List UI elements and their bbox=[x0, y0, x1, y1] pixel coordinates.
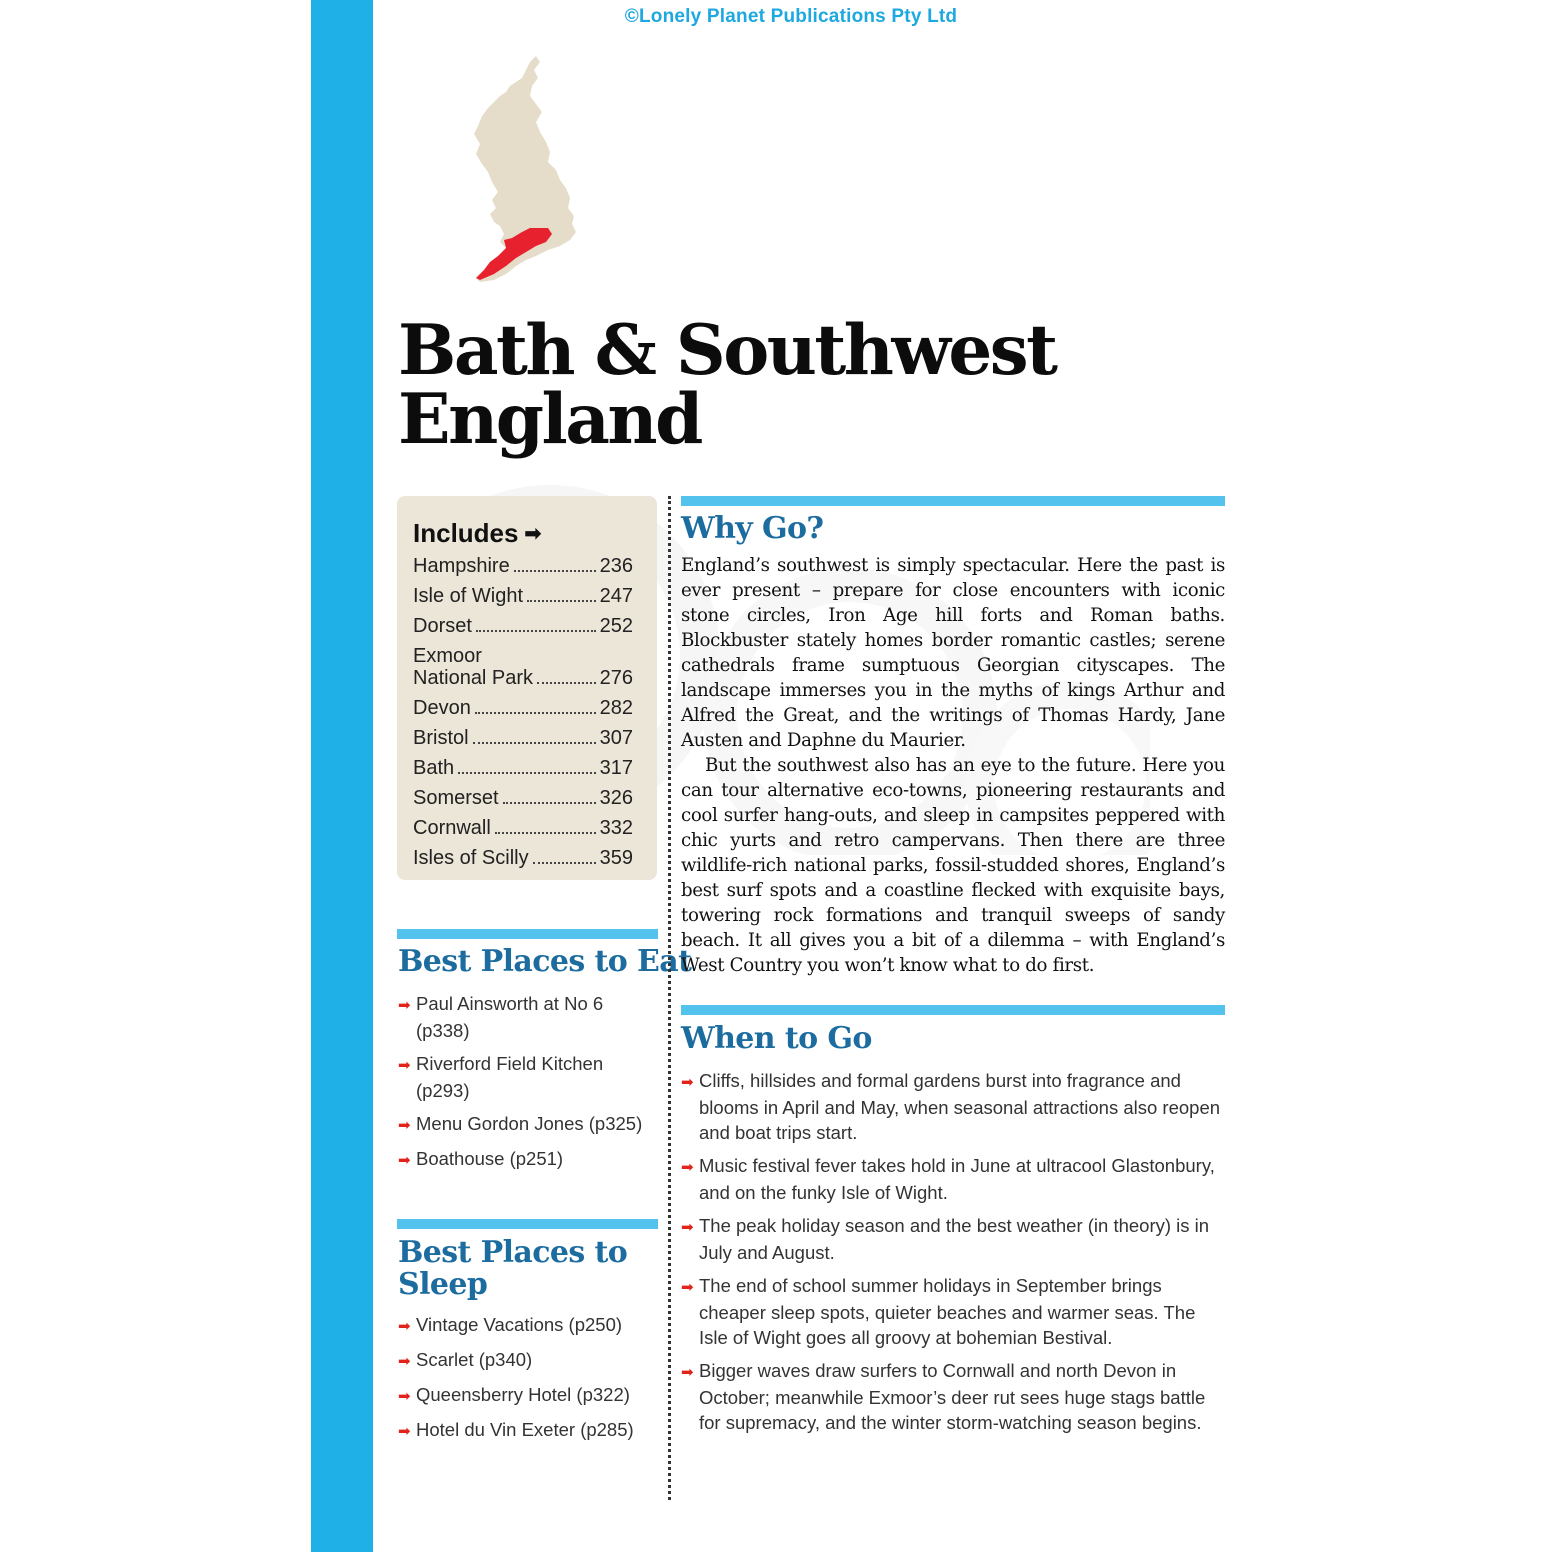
best-sleep-heading: Best Places to Sleep bbox=[398, 1235, 628, 1302]
list-item[interactable]: ➡ Scarlet (p340) bbox=[398, 1347, 660, 1374]
why-go-heading: Why Go? bbox=[681, 511, 824, 546]
red-arrow-icon: ➡ bbox=[398, 1388, 411, 1405]
when-to-go-list bbox=[681, 1068, 1225, 1443]
includes-item[interactable]: Isle of Wight 247 bbox=[413, 585, 633, 607]
list-item[interactable]: ➡ Vintage Vacations (p250) bbox=[398, 1312, 660, 1339]
why-go-body bbox=[681, 553, 1225, 978]
list-item[interactable]: ➡ Paul Ainsworth at No 6 (p338) bbox=[398, 993, 604, 1041]
column-divider bbox=[668, 496, 671, 1500]
when-to-go-rule bbox=[681, 1005, 1225, 1015]
list-item: ➡ Bigger waves draw surfers to Cornwall and north Devon in October; meanwhile Exmoor’s deer rut sees huge stags battle for supremacy, and the winter storm-watching season begins. bbox=[681, 1360, 1206, 1433]
list-item[interactable]: ➡ Boathouse (p251) bbox=[398, 1146, 648, 1173]
list-item: ➡ Cliffs, hillsides and formal gardens burst into fragrance and blooms in April and May, when seasonal attractions also reopen and boat trips start. bbox=[681, 1070, 1221, 1143]
chapter-title-line-2: England bbox=[398, 379, 701, 460]
best-eat-list bbox=[398, 991, 648, 1181]
red-arrow-icon: ➡ bbox=[398, 997, 411, 1014]
includes-heading: Includes ➡ bbox=[413, 518, 542, 548]
includes-item[interactable]: Bath 317 bbox=[413, 757, 633, 779]
why-go-rule bbox=[681, 496, 1225, 506]
includes-list bbox=[413, 551, 633, 873]
sleep-section-rule bbox=[397, 1219, 658, 1229]
list-item[interactable]: ➡ Queensberry Hotel (p322) bbox=[398, 1382, 660, 1409]
red-arrow-icon: ➡ bbox=[681, 1219, 694, 1236]
copyright-notice: ©Lonely Planet Publications Pty Ltd bbox=[624, 6, 958, 27]
red-arrow-icon: ➡ bbox=[681, 1159, 694, 1176]
includes-item[interactable]: Hampshire 236 bbox=[413, 555, 633, 577]
list-item[interactable]: ➡ Menu Gordon Jones (p325) bbox=[398, 1111, 648, 1138]
why-go-paragraph: England’s southwest is simply spectacular. Here the past is ever present – prepare for close encounters with iconic stone circles, Iron Age hill forts and Roman baths. Blockbuster stately homes border romantic castles; serene cathedrals frame sumptuous Georgian cityscapes. The landscape immerses you in the myths of kings Arthur and Alfred the Great, and the writings of Thomas Hardy, Jane Austen and Daphne du Maurier. bbox=[681, 555, 1225, 751]
red-arrow-icon: ➡ bbox=[398, 1423, 411, 1440]
best-eat-heading: Best Places to Eat bbox=[398, 944, 692, 979]
includes-item[interactable]: Cornwall 332 bbox=[413, 817, 633, 839]
list-item: ➡ The end of school summer holidays in September brings cheaper sleep spots, quieter beaches and warmer seas. The Isle of Wight goes all groovy at bohemian Bestival. bbox=[681, 1275, 1196, 1348]
red-arrow-icon: ➡ bbox=[681, 1074, 694, 1091]
chapter-color-sidebar bbox=[311, 0, 373, 1552]
includes-item[interactable]: Isles of Scilly 359 bbox=[413, 847, 633, 869]
red-arrow-icon: ➡ bbox=[398, 1152, 411, 1169]
eat-section-rule bbox=[397, 929, 658, 939]
includes-item[interactable]: Exmoor National Park 276 bbox=[413, 645, 633, 689]
chapter-title bbox=[398, 310, 1098, 460]
arrow-right-icon: ➡ bbox=[524, 523, 542, 545]
why-go-paragraph: But the southwest also has an eye to the future. Here you can tour alternative eco-towns, pioneering restaurants and cool surfer hang-outs, and sleep in campsites peppered with chic yurts and retro campervans. Then there are three wildlife-rich national parks, fossil-studded shores, England’s best surf spots and a coastline flecked with exquisite bays, towering rock formations and tranquil sweeps of sandy beach. It all gives you a bit of a dilemma – with England’s West Country you won’t know what to do first. bbox=[681, 755, 1225, 976]
red-arrow-icon: ➡ bbox=[681, 1279, 694, 1296]
includes-item[interactable]: Dorset 252 bbox=[413, 615, 633, 637]
includes-item[interactable]: Somerset 326 bbox=[413, 787, 633, 809]
includes-box bbox=[397, 496, 657, 880]
red-arrow-icon: ➡ bbox=[398, 1117, 411, 1134]
list-item: ➡ The peak holiday season and the best weather (in theory) is in July and August. bbox=[681, 1215, 1210, 1263]
red-arrow-icon: ➡ bbox=[398, 1057, 411, 1074]
uk-locator-map-icon bbox=[470, 52, 585, 288]
best-sleep-list bbox=[398, 1312, 660, 1452]
red-arrow-icon: ➡ bbox=[398, 1353, 411, 1370]
list-item[interactable]: ➡ Riverford Field Kitchen (p293) bbox=[398, 1053, 604, 1101]
red-arrow-icon: ➡ bbox=[681, 1364, 694, 1381]
list-item: ➡ Music festival fever takes hold in June at ultracool Glastonbury, and on the funky Isle of Wight. bbox=[681, 1155, 1215, 1203]
chapter-title-line-1: Bath & Southwest bbox=[398, 310, 1056, 391]
includes-item[interactable]: Devon 282 bbox=[413, 697, 633, 719]
red-arrow-icon: ➡ bbox=[398, 1318, 411, 1335]
includes-item[interactable]: Bristol 307 bbox=[413, 727, 633, 749]
when-to-go-heading: When to Go bbox=[681, 1021, 872, 1056]
list-item[interactable]: ➡ Hotel du Vin Exeter (p285) bbox=[398, 1417, 660, 1444]
